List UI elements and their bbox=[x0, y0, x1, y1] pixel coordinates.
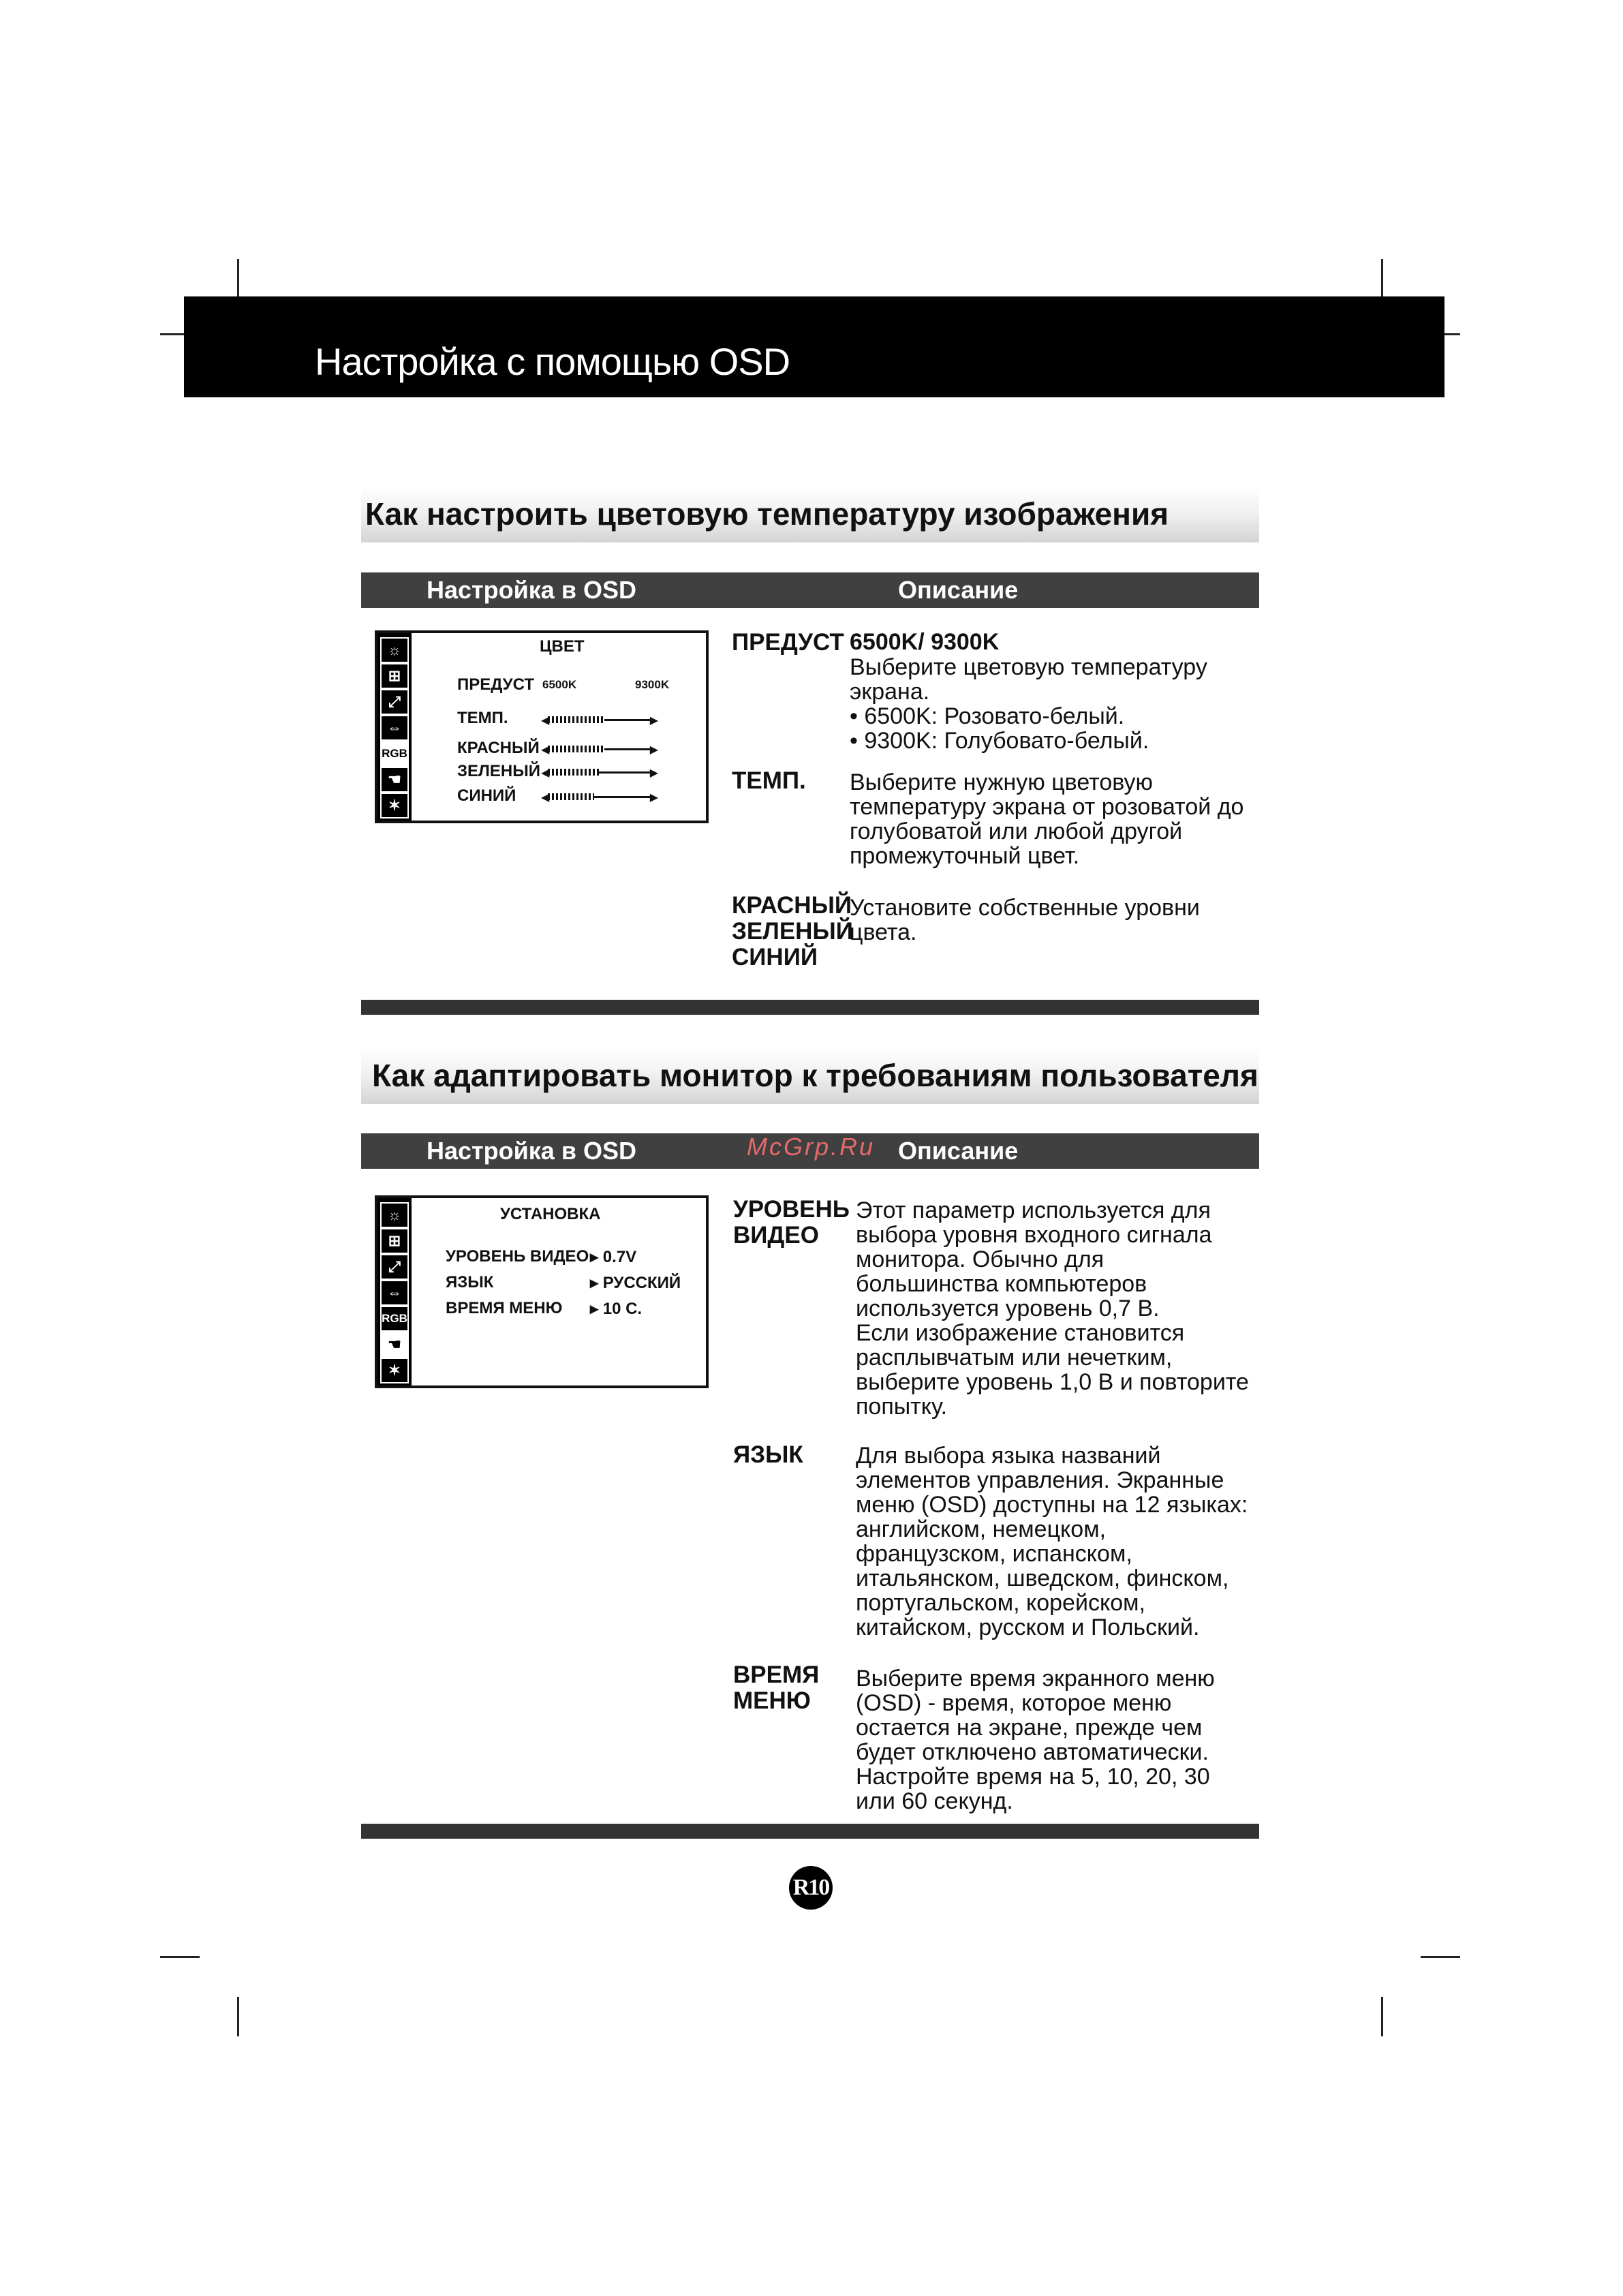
crop-mark bbox=[1381, 259, 1383, 296]
size-icon: ⤢ bbox=[380, 689, 409, 715]
osd-lang-label: ЯЗЫК bbox=[446, 1273, 494, 1291]
term-rgb: КРАСНЫЙ ЗЕЛЕНЫЙ СИНИЙ bbox=[732, 892, 853, 970]
rgb-icon: RGB bbox=[380, 741, 409, 767]
osd-heading: УСТАНОВКА bbox=[500, 1205, 601, 1223]
desc-preset: Выберите цветовую температуру экрана. • 6500K: Розовато-белый. • 9300K: Голубовато-белый. bbox=[850, 654, 1207, 754]
osd-setup-menu bbox=[375, 1195, 709, 1388]
osd-temp-label: ТЕМП. bbox=[457, 709, 508, 727]
section-divider bbox=[361, 1824, 1259, 1839]
osd-green-label: ЗЕЛЕНЫЙ bbox=[457, 762, 540, 780]
osd-lang-value-text: РУССКИЙ bbox=[602, 1274, 681, 1292]
page-number: R10 bbox=[789, 1866, 833, 1910]
brightness-icon: ☼ bbox=[380, 1202, 409, 1228]
osd-preset-label: ПРЕДУСТ bbox=[457, 675, 534, 694]
reset-icon: ✶ bbox=[380, 793, 409, 818]
column-header-bar bbox=[361, 572, 1259, 608]
crop-mark bbox=[160, 333, 184, 335]
size-icon: ⤢ bbox=[380, 1254, 409, 1280]
brightness-icon: ☼ bbox=[380, 637, 409, 663]
osd-time-value-text: 10 С. bbox=[602, 1300, 643, 1318]
term-menu-time: ВРЕМЯ МЕНЮ bbox=[733, 1662, 820, 1714]
osd-time-value: ▸ 10 С. bbox=[590, 1300, 643, 1318]
column-osd-label: Настройка в OSD bbox=[427, 576, 636, 604]
osd-blue-label: СИНИЙ bbox=[457, 786, 516, 805]
osd-heading: ЦВЕТ bbox=[540, 637, 585, 656]
reset-icon: ✶ bbox=[380, 1358, 409, 1383]
position-icon: ⊞ bbox=[380, 663, 409, 689]
crop-mark bbox=[237, 259, 239, 296]
desc-menu-time: Выберите время экранного меню (OSD) - время, которое меню остается на экране, прежде чем будет отключено автоматически. Настройте время на 5, 10, 20, 30 или 60 секунд. bbox=[856, 1666, 1215, 1814]
watermark: McGrp.Ru bbox=[747, 1133, 876, 1161]
page-title: Настройка с помощью OSD bbox=[315, 340, 790, 383]
desc-language: Для выбора языка названий элементов управления. Экранные меню (OSD) доступны на 12 языках: английском, немецком, французском, испанском, итальянском, шведском, финском, португальском, корейском, китайском, русском и Польский. bbox=[856, 1443, 1248, 1640]
desc-temp: Выберите нужную цветовую температуру экрана от розоватой до голубоватой или любой другой промежуточный цвет. bbox=[850, 769, 1244, 869]
crop-mark bbox=[1381, 1997, 1383, 2036]
crop-mark bbox=[1444, 333, 1460, 335]
desc-video-level: Этот параметр используется для выбора уровня входного сигнала монитора. Обычно для большинства компьютеров используется уровень 0,7 В. Если изображение становится расплывчатым или нечетким, выберите уровень 1,0 В и повторите попытку. bbox=[856, 1197, 1249, 1420]
osd-icon-column bbox=[377, 1198, 412, 1386]
osd-time-label: ВРЕМЯ МЕНЮ bbox=[446, 1299, 563, 1317]
osd-temp-slider: ◀ ▶ bbox=[541, 715, 658, 726]
term-preset: ПРЕДУСТ bbox=[732, 629, 844, 656]
tracking-icon: ⇔ bbox=[380, 1280, 409, 1306]
rgb-icon: RGB bbox=[380, 1306, 409, 1332]
tracking-icon: ⇔ bbox=[380, 715, 409, 741]
osd-video-value: ▸ 0.7V bbox=[590, 1248, 637, 1266]
crop-mark bbox=[1421, 1956, 1460, 1958]
osd-lang-value: ▸ РУССКИЙ bbox=[590, 1274, 681, 1292]
osd-video-label: УРОВЕНЬ ВИДЕО bbox=[446, 1247, 589, 1266]
column-osd-label: Настройка в OSD bbox=[427, 1137, 636, 1165]
desc-preset-heading: 6500K/ 9300K bbox=[850, 629, 1000, 655]
section-title-user-setup: Как адаптировать монитор к требованиям пользователя bbox=[361, 1047, 1259, 1104]
column-description-label: Описание bbox=[898, 576, 1019, 604]
osd-preset-6500: 6500K bbox=[542, 678, 577, 691]
osd-icon-column bbox=[377, 633, 412, 821]
osd-red-slider: ◀ ▶ bbox=[541, 744, 658, 756]
crop-mark bbox=[160, 1956, 200, 1958]
section-title-color-temp: Как настроить цветовую температуру изображения bbox=[361, 485, 1259, 542]
osd-color-menu bbox=[375, 630, 709, 823]
osd-blue-slider: ◀ ▶ bbox=[541, 792, 658, 803]
term-temp: ТЕМП. bbox=[732, 767, 806, 794]
setup-icon: ☚ bbox=[380, 767, 409, 793]
osd-video-value-text: 0.7V bbox=[602, 1248, 637, 1266]
osd-preset-9300: 9300K bbox=[635, 678, 670, 691]
term-video-level: УРОВЕНЬ ВИДЕО bbox=[733, 1196, 850, 1249]
column-description-label: Описание bbox=[898, 1137, 1019, 1165]
osd-red-label: КРАСНЫЙ bbox=[457, 739, 540, 757]
osd-green-slider: ◀ ▶ bbox=[541, 767, 658, 779]
crop-mark bbox=[237, 1997, 239, 2036]
section-divider bbox=[361, 1000, 1259, 1015]
setup-icon: ☚ bbox=[380, 1332, 409, 1358]
term-language: ЯЗЫК bbox=[733, 1441, 803, 1468]
position-icon: ⊞ bbox=[380, 1228, 409, 1254]
desc-rgb: Установите собственные уровни цвета. bbox=[850, 895, 1200, 945]
